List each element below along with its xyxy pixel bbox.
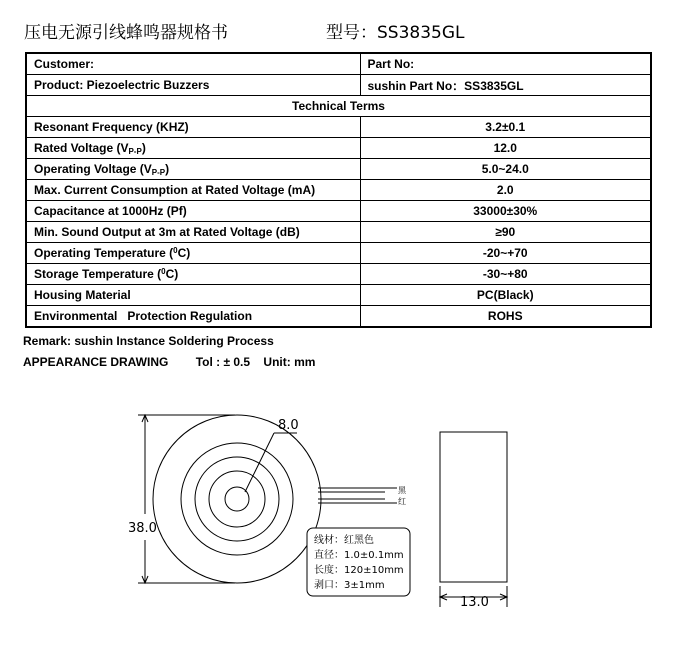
part-no-label: Part No: (360, 53, 651, 75)
inner-dimension-leader (245, 433, 297, 492)
wire-spec-diameter: 直径：1.0±0.1mm (314, 550, 404, 561)
tolerance-text: Tol : ± 0.5 (195, 355, 251, 369)
spec-row (26, 306, 651, 328)
spec-row (26, 264, 651, 285)
appearance-line (23, 355, 315, 369)
appearance-drawing (0, 400, 677, 646)
section-header-row (26, 96, 651, 117)
spec-label: Operating Voltage $(V_{P-P})$ (26, 159, 360, 180)
outer-ring (153, 415, 321, 583)
info-row-customer (26, 53, 651, 75)
spec-label: Resonant Frequency (KHZ) (26, 117, 360, 138)
spec-value: -30~+80 (360, 264, 651, 285)
spec-label: Rated Voltage $(V_{P-P})$ (26, 138, 360, 159)
wire-label-black: 黑 (398, 486, 406, 495)
spec-row (26, 243, 651, 264)
spec-row (26, 138, 651, 159)
wire-spec-material: 线材：红黑色 (314, 535, 374, 546)
spec-value: 33000±30% (360, 201, 651, 222)
spec-label: Housing Material (26, 285, 360, 306)
document-title: 压电无源引线蜂鸣器规格书 (24, 23, 228, 43)
spec-value: 3.2±0.1 (360, 117, 651, 138)
spec-label: Max. Current Consumption at Rated Voltage (mA) (26, 180, 360, 201)
dim-thickness: 13.0 (460, 595, 489, 610)
spec-row (26, 117, 651, 138)
product-label: Product: Piezoelectric Buzzers (26, 75, 360, 96)
sushin-part-no: sushin Part No：SS3835GL (360, 75, 651, 96)
subscript: P-P (151, 167, 166, 177)
spec-label: Storage Temperature ($^0$C) (26, 264, 360, 285)
dim-diameter: 38.0 (128, 521, 157, 536)
spec-row (26, 201, 651, 222)
spec-value: ≥90 (360, 222, 651, 243)
model-number: 型号：SS3835GL (326, 23, 465, 43)
ring-2 (195, 457, 279, 541)
spec-value: 2.0 (360, 180, 651, 201)
spec-label: Min. Sound Output at 3m at Rated Voltage (dB) (26, 222, 360, 243)
side-view (440, 432, 507, 607)
front-view (153, 415, 321, 583)
spec-value: 5.0~24.0 (360, 159, 651, 180)
spec-value: ROHS (360, 306, 651, 328)
wire-label-red: 红 (398, 497, 406, 506)
remark-text: Remark: sushin Instance Soldering Process (23, 334, 274, 348)
spec-label: Capacitance at 1000Hz (Pf) (26, 201, 360, 222)
spec-label: Operating Temperature ($^0$C) (26, 243, 360, 264)
spec-value: 12.0 (360, 138, 651, 159)
dim-inner: 8.0 (278, 418, 299, 433)
spec-row (26, 159, 651, 180)
ring-1 (209, 471, 265, 527)
superscript: 0 (161, 267, 166, 276)
subscript: P-P (128, 146, 142, 156)
wire-spec-length: 长度：120±10mm (314, 565, 404, 576)
customer-label: Customer: (26, 53, 360, 75)
spec-value: PC(Black) (360, 285, 651, 306)
spec-row (26, 180, 651, 201)
spec-label: Environmental Protection Regulation (26, 306, 360, 328)
superscript: 0 (173, 246, 178, 255)
lead-wires (318, 488, 397, 503)
spec-row (26, 285, 651, 306)
spec-row (26, 222, 651, 243)
section-header: Technical Terms (26, 96, 651, 117)
wire-spec-strip: 剥口：3±1mm (314, 580, 385, 591)
spec-table (25, 52, 652, 328)
info-row-product (26, 75, 651, 96)
spec-value: -20~+70 (360, 243, 651, 264)
unit-text: Unit: mm (263, 355, 316, 369)
appearance-title: APPEARANCE DRAWING (23, 355, 169, 369)
ring-3 (181, 443, 293, 555)
